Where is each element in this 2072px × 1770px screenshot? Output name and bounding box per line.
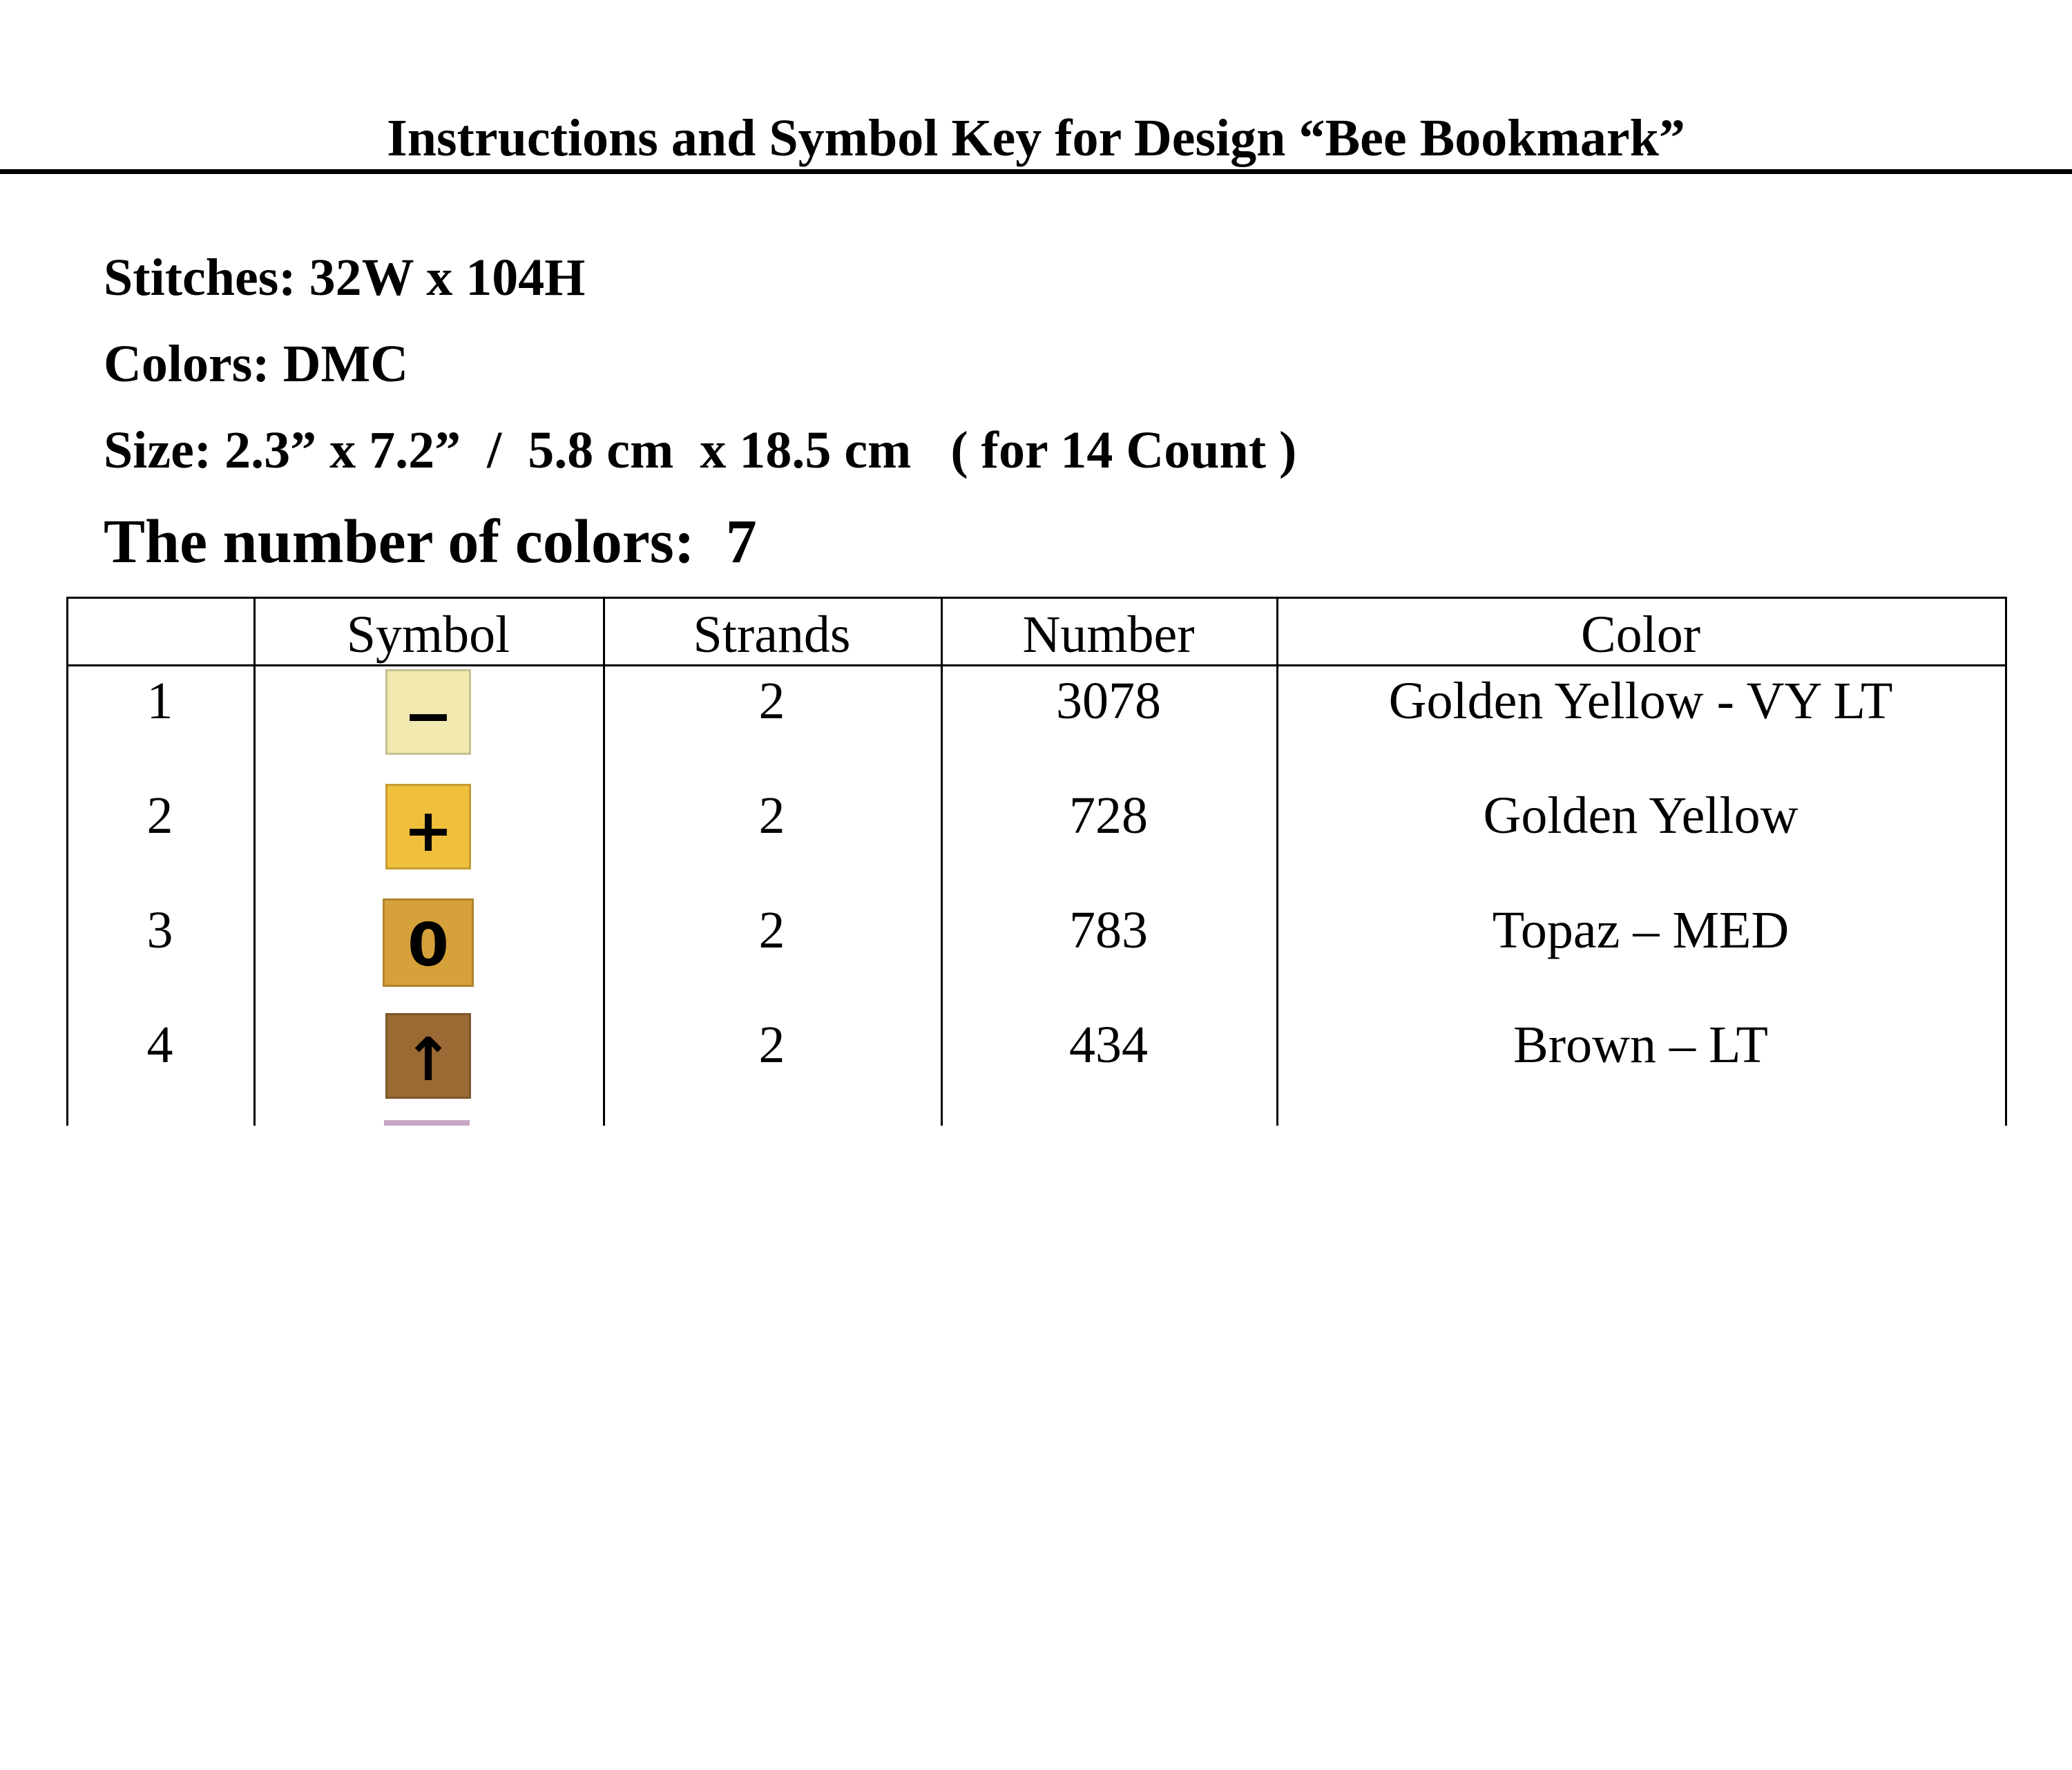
symbol-key-table — [66, 597, 2007, 1126]
row-number: 3078 — [1056, 672, 1161, 730]
size-info: Size: 2.3” x 7.2” / 5.8 cm x 18.5 cm ( for 14 Count ) — [104, 421, 1297, 479]
table-row — [66, 781, 2007, 896]
table-row — [66, 1010, 2007, 1125]
row-index: 1 — [146, 672, 173, 730]
stitches-info: Stitches: 32W x 104H — [104, 249, 586, 307]
row-strands: 2 — [758, 672, 785, 730]
number-of-colors: The number of colors: 7 — [104, 508, 757, 576]
row-color-name: Topaz – MED — [1492, 901, 1790, 959]
row-strands: 2 — [758, 1016, 785, 1074]
title-divider — [0, 169, 2072, 174]
plus-icon: + — [385, 784, 471, 869]
circle-icon: 0 — [383, 898, 474, 987]
row-color-name: Brown – LT — [1513, 1016, 1768, 1074]
row-index: 3 — [146, 901, 173, 959]
row-number: 434 — [1069, 1016, 1148, 1074]
table-row — [66, 896, 2007, 1010]
header-index — [66, 597, 253, 666]
colors-info: Colors: DMC — [104, 335, 409, 393]
page-title: Instructions and Symbol Key for Design “Bee Bookmark” — [387, 109, 1685, 167]
arrow-up-icon: ↑ — [385, 1013, 471, 1099]
row-index: 4 — [146, 1016, 173, 1074]
row-number: 728 — [1069, 787, 1148, 845]
row-color-name: Golden Yellow - VY LT — [1388, 672, 1893, 730]
row-number: 783 — [1069, 901, 1148, 959]
minus-icon: − — [385, 669, 471, 755]
header-color: Color — [1580, 606, 1701, 664]
table-row — [66, 666, 2007, 781]
row-strands: 2 — [758, 901, 785, 959]
header-symbol: Symbol — [346, 606, 510, 664]
partial-swatch — [384, 1120, 470, 1126]
row-index: 2 — [146, 787, 173, 845]
header-strands: Strands — [693, 606, 851, 664]
header-number: Number — [1022, 606, 1195, 664]
row-strands: 2 — [758, 787, 785, 845]
row-color-name: Golden Yellow — [1483, 787, 1798, 845]
